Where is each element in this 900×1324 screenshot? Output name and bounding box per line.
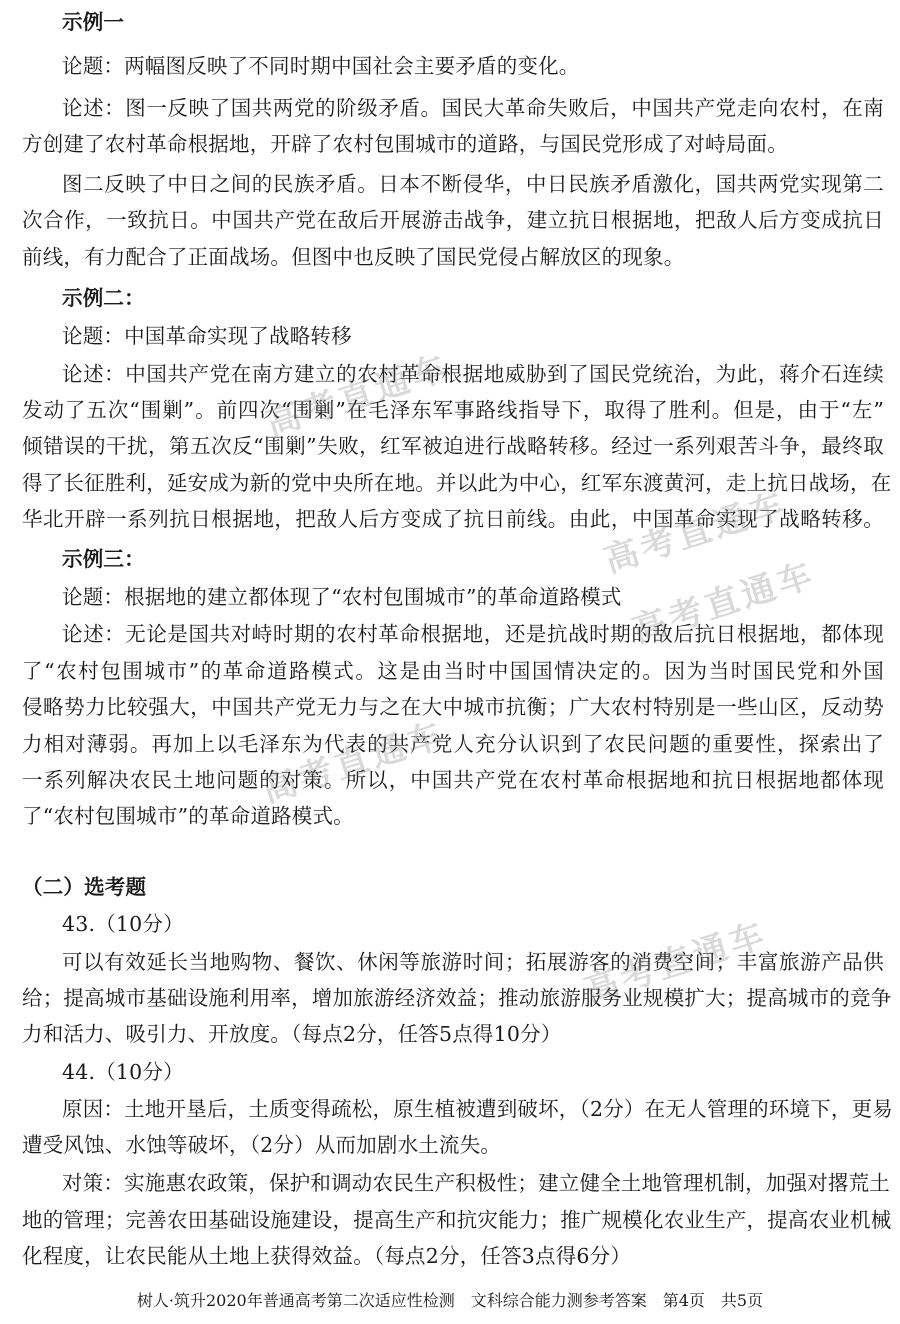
example-3-text-line: 一系列解决农民土地问题的对策。所以，中国共产党在农村革命根据地和抗日根据地都体现 xyxy=(22,768,884,792)
example-1-text-line: 次合作，一致抗日。中国共产党在敌后开展游击战争，建立抗日根据地，把敌人后方变成抗日 xyxy=(22,208,884,232)
watermark: 高考直通车 xyxy=(257,714,451,812)
question-44-text-line: 遭受风蚀、水蚀等破坏，（2分）从而加剧水土流失。 xyxy=(22,1133,502,1157)
example-2-text-line: 华北开辟一系列抗日根据地，把敌人后方变成了抗日前线。由此，中国革命实现了战略转移。 xyxy=(22,507,884,531)
question-44-text-line: 地的管理；完善农田基础设施建设，提高生产和抗灾能力；推广规模化农业生产，提高农业机械 xyxy=(22,1208,892,1232)
example-1-text-line: 论述：图一反映了国共两党的阶级矛盾。国民大革命失败后，中国共产党走向农村，在南 xyxy=(62,96,884,120)
example-1-text-line: 前线，有力配合了正面战场。但图中也反映了国民党侵占解放区的现象。 xyxy=(22,245,685,269)
watermark: 高考直通车 xyxy=(579,914,773,1012)
question-43-text-line: 可以有效延长当地购物、餐饮、休闲等旅游时间；拓展游客的消费空间；丰富旅游产品供 xyxy=(62,950,884,974)
question-44-text-line: 原因：土地开垦后，土质变得疏松，原生植被遭到破坏，（2分）在无人管理的环境下，更易 xyxy=(62,1097,893,1121)
example-3-text-line: 了“农村包围城市”的革命道路模式。 xyxy=(22,804,354,828)
example-2-text-line: 发动了五次“围剿”。前四次“围剿”在毛泽东军事路线指导下，取得了胜利。但是，由于“左” xyxy=(22,398,884,422)
example-1-text-line: 图二反映了中日之间的民族矛盾。日本不断侵华，中日民族矛盾激化，国共两党实现第二 xyxy=(62,172,884,196)
example-3-text-line: 侵略势力比较强大，中国共产党无力与之在大中城市抗衡；广大农村特别是一些山区，反动势 xyxy=(22,695,884,719)
example-2-text-line: 倾错误的干扰，第五次反“围剿”失败，红军被迫进行战略转移。经过一系列艰苦斗争，最终取 xyxy=(22,434,884,458)
question-44-label: 44.（10分） xyxy=(62,1060,184,1084)
example-2-label: 示例二： xyxy=(62,286,145,310)
example-1-topic: 论题：两幅图反映了不同时期中国社会主要矛盾的变化。 xyxy=(62,54,580,78)
example-2-text-line: 得了长征胜利，延安成为新的党中央所在地。并以此为中心，红军东渡黄河，走上抗日战场，在 xyxy=(22,471,892,495)
question-43-text-line: 力和活力、吸引力、开放度。（每点2分，任答5点得10分） xyxy=(22,1022,562,1046)
example-3-text-line: 论述：无论是国共对峙时期的农村革命根据地，还是抗战时期的敌后抗日根据地，都体现 xyxy=(62,622,884,646)
watermark: 高考直通车 xyxy=(599,484,793,582)
example-1-text-line: 方创建了农村革命根据地，开辟了农村包围城市的道路，与国民党形成了对峙局面。 xyxy=(22,132,788,156)
watermark: 高考直通车 xyxy=(261,347,455,445)
question-44-text-line: 对策：实施惠农政策，保护和调动农民生产积极性；建立健全土地管理机制，加强对撂荒土 xyxy=(62,1171,890,1195)
question-43-label: 43.（10分） xyxy=(62,912,184,936)
example-2-text-line: 论述：中国共产党在南方建立的农村革命根据地威胁到了国民党统治，为此，蒋介石连续 xyxy=(62,362,884,386)
example-3-label: 示例三： xyxy=(62,547,145,571)
example-3-topic: 论题：根据地的建立都体现了“农村包围城市”的革命道路模式 xyxy=(62,585,622,609)
page-footer: 树人·筑升2020年普通高考第二次适应性检测 文科综合能力测参考答案 第4页 共5页 xyxy=(136,1291,764,1310)
section-title: （二）选考题 xyxy=(22,875,147,899)
watermark: 高考直通车 xyxy=(627,554,821,652)
question-44-text-line: 化程度，让农民能从土地上获得效益。（每点2分，任答3点得6分） xyxy=(22,1244,632,1268)
example-3-text-line: 了“农村包围城市”的革命道路模式。这是由当时中国国情决定的。因为当时国民党和外国 xyxy=(22,659,884,683)
example-3-text-line: 力相对薄弱。再加上以毛泽东为代表的共产党人充分认识到了农民问题的重要性，探索出了 xyxy=(22,732,884,756)
example-2-topic: 论题：中国革命实现了战略转移 xyxy=(62,324,352,348)
question-43-text-line: 给；提高城市基础设施利用率，增加旅游经济效益；推动旅游服务业规模扩大；提高城市的竞争 xyxy=(22,986,892,1010)
example-1-label: 示例一 xyxy=(62,10,125,34)
